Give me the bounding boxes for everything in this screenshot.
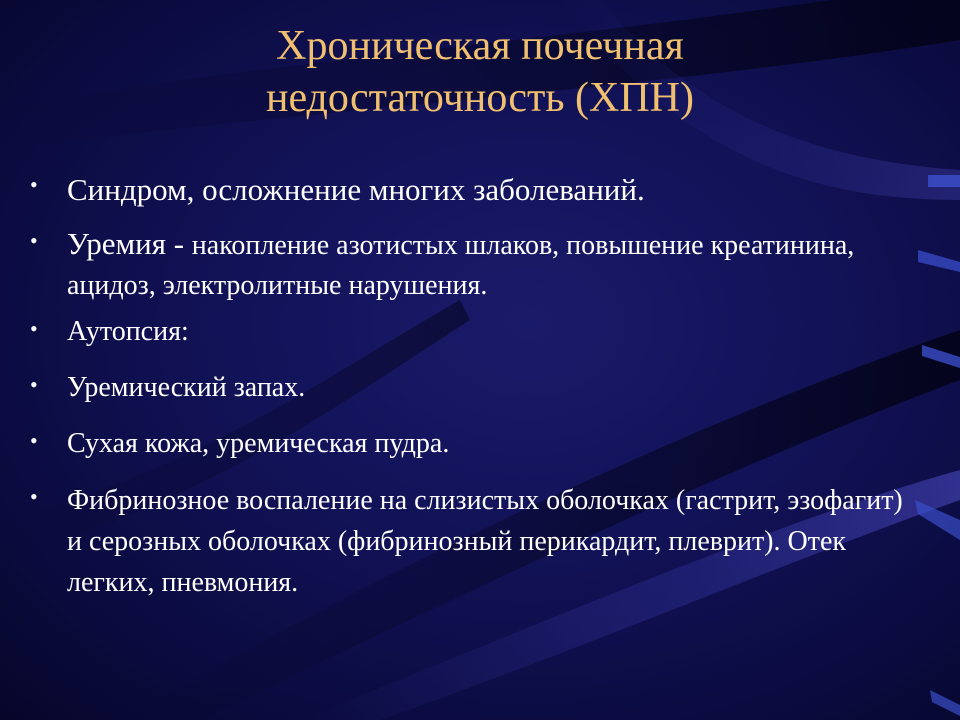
title-line-2: недостаточность (ХПН): [265, 75, 695, 121]
bullet-item: [30, 312, 920, 352]
slide-title: [60, 20, 900, 124]
bullet-text: Синдром, осложнение многих заболеваний.: [67, 172, 645, 207]
bullet-dot: •: [30, 372, 38, 397]
bullet-text: накопление азотистых шлаков, повышение креатинина, ацидоз, электролитные нарушения.: [67, 230, 855, 301]
bullet-item: [30, 424, 920, 464]
bullet-dot: •: [30, 484, 38, 509]
bullet-item: [30, 224, 920, 306]
bullet-dot: •: [30, 228, 38, 253]
bullet-lead-term: Уремия -: [67, 226, 192, 261]
bullet-dot: •: [30, 172, 38, 197]
bullet-item: [30, 168, 920, 212]
bullet-item: [30, 368, 920, 408]
bullet-text: Уремический запах.: [67, 372, 306, 403]
bullet-dot: •: [30, 428, 38, 453]
bullet-text: Сухая кожа, уремическая пудра.: [67, 428, 450, 459]
bullet-list: [30, 168, 920, 603]
bullet-item: [30, 480, 920, 603]
bullet-text: Фибринозное воспаление на слизистых оболочках (гастрит, эзофагит) и серозных оболочках (фибринозный перикардит, плеврит). Отек легких, пневмония.: [67, 485, 903, 598]
bullet-text: Аутопсия:: [67, 316, 189, 347]
title-line-1: Хроническая почечная: [276, 23, 684, 69]
bullet-dot: •: [30, 316, 38, 341]
